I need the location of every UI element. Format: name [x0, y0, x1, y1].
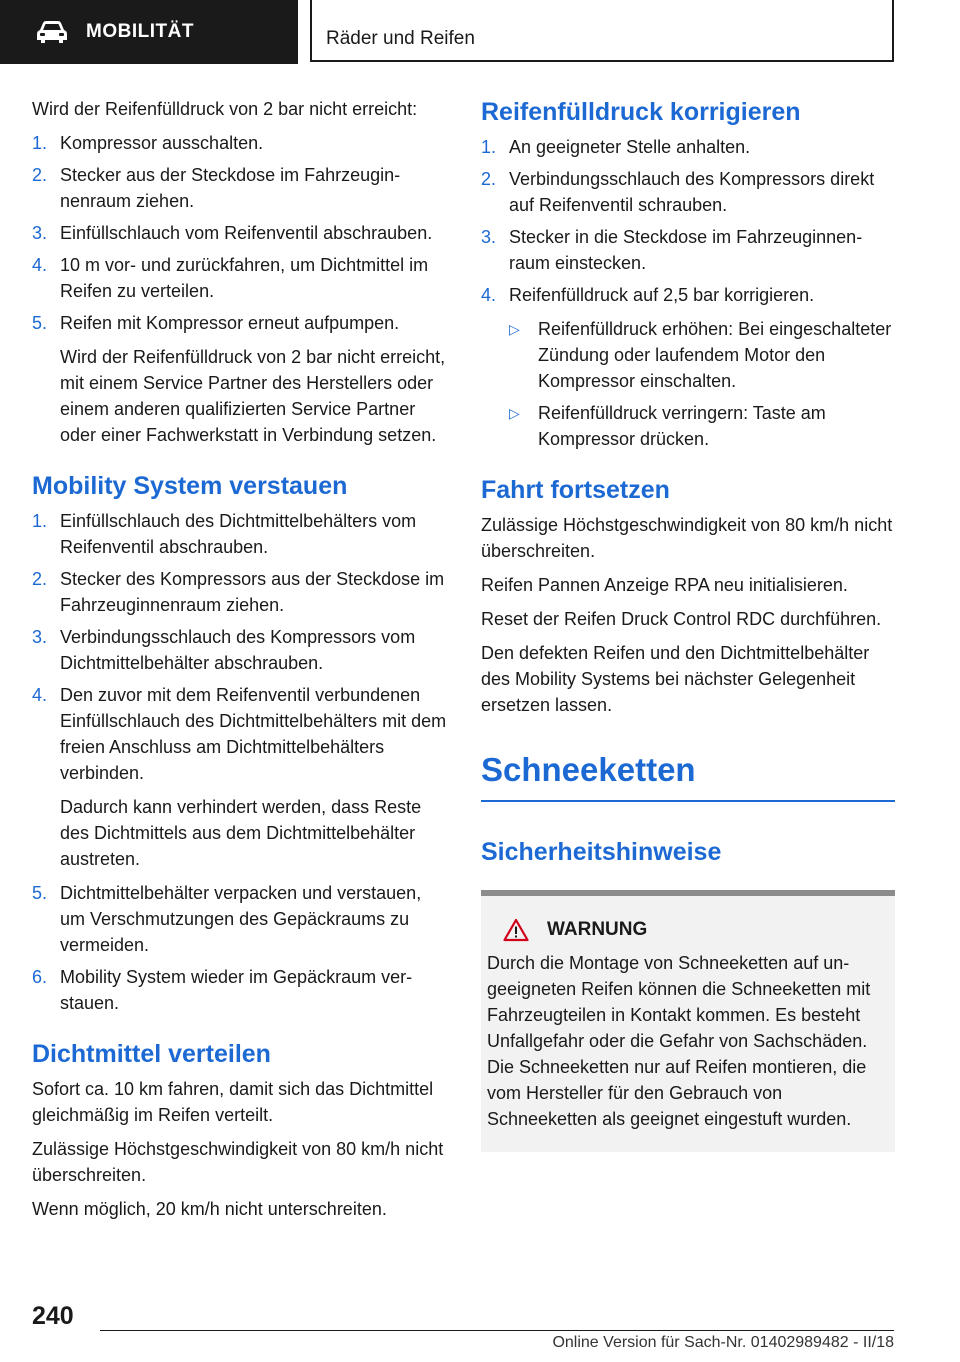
step-text: Dichtmittelbehälter verpacken und verstauen, um Verschmutzungen des Gepäckraums zu vermeiden. [60, 883, 422, 955]
step-number: 3. [481, 227, 497, 247]
step-text: Stecker in die Steckdose im Fahrzeuginnenraum einstecken. [509, 227, 863, 273]
correct-list [481, 134, 895, 308]
paragraph: Reifen Pannen Anzeige RPA neu initialisieren. [481, 575, 848, 595]
warning-title [487, 918, 889, 942]
paragraph: Sofort ca. 10 km fahren, damit sich das Dichtmittel gleichmäßig im Reifen verteilt. [32, 1079, 434, 1125]
list-item [32, 624, 448, 676]
step-text: Verbindungsschlauch des Kompressors vom Dichtmittelbehälter abschrauben. [60, 627, 416, 673]
intro-text: Wird der Reifenfülldruck von 2 bar nicht erreicht: [32, 99, 418, 119]
list-item [481, 282, 895, 308]
footer-rule [100, 1330, 894, 1331]
paragraph: Reset der Reifen Druck Control RDC durchführen. [481, 609, 882, 629]
warning-triangle-icon [503, 918, 529, 942]
stow-list-continued [32, 880, 448, 1016]
page-footer [0, 1290, 960, 1362]
section-tab [0, 0, 298, 64]
heading-snow-chains: Schneeketten [481, 751, 696, 788]
paragraph: Wenn möglich, 20 km/h nicht unterschreiten. [32, 1199, 387, 1219]
list-item [481, 224, 895, 276]
list-item [32, 162, 448, 214]
heading-spread: Dichtmittel verteilen [32, 1040, 271, 1068]
list-item [32, 682, 448, 786]
step-text: Reifenfülldruck auf 2,5 bar korrigieren. [509, 285, 815, 305]
heading-continue: Fahrt fortsetzen [481, 476, 670, 504]
list-item [32, 566, 448, 618]
step-number: 3. [32, 223, 48, 243]
warning-text: Durch die Montage von Schneeketten auf ungeeigneten Reifen können die Schneeketten mit Fahrzeugteilen in Kontakt kommen. Es besteht Unfallgefahr oder die Gefahr von Sachschäden. Die Schneeketten nur auf Reifen montieren, die vom Hersteller für den Gebrauch von Schneeketten als geeignet eingestuft wurden. [487, 953, 871, 1129]
step-text: Kompressor ausschalten. [60, 133, 264, 153]
list-item [481, 134, 895, 160]
step-number: 1. [32, 511, 48, 531]
step-number: 2. [481, 169, 497, 189]
warning-label: WARNUNG [547, 919, 648, 940]
step-number: 4. [32, 255, 48, 275]
stow-list [32, 508, 448, 786]
paragraph: Den defekten Reifen und den Dichtmittelbehälter des Mobility Systems bei nächster Gelegenheit ersetzen lassen. [481, 643, 870, 715]
heading-safety: Sicherheitshinweise [481, 838, 722, 866]
section-title: MOBILITÄT [86, 21, 194, 42]
page-header [0, 0, 960, 66]
list-item [32, 964, 448, 1016]
list-item [509, 316, 895, 394]
step-number: 2. [32, 569, 48, 589]
step-text: An geeigneter Stelle anhalten. [509, 137, 751, 157]
step-text: Stecker aus der Steckdose im Fahrzeuginnenraum ziehen. [60, 165, 401, 211]
left-column [32, 96, 448, 1230]
list-item [32, 220, 448, 246]
triangle-bullet-icon: ▷ [509, 405, 520, 421]
version-text: Online Version für Sach-Nr. 01402989482 - II/18 [552, 1334, 894, 1351]
step-number: 5. [32, 313, 48, 333]
heading-stow: Mobility System verstauen [32, 472, 348, 500]
heading-rule [481, 800, 895, 802]
step-number: 6. [32, 967, 48, 987]
step-text: Verbindungsschlauch des Kompressors direkt auf Reifenventil schrauben. [509, 169, 875, 215]
warning-box [481, 890, 895, 1152]
step-number: 5. [32, 883, 48, 903]
list-item [481, 166, 895, 218]
step-text: Einfüllschlauch des Dichtmittelbehälters vom Reifenventil abschrauben. [60, 511, 417, 557]
step-number: 4. [32, 685, 48, 705]
list-item [509, 400, 895, 452]
sub-list [509, 316, 895, 452]
step-text: Reifen mit Kompressor erneut aufpumpen. [60, 313, 400, 333]
sub-text: Reifenfülldruck erhöhen: Bei eingeschalteter Zündung oder laufendem Motor den Kompressor einschalten. [538, 319, 892, 391]
car-icon [34, 18, 70, 46]
steps-list [32, 130, 448, 336]
sub-text: Reifenfülldruck verringern: Taste am Kompressor drücken. [538, 403, 826, 449]
step-text: Mobility System wieder im Gepäckraum verstauen. [60, 967, 413, 1013]
step-number: 4. [481, 285, 497, 305]
step-number: 1. [32, 133, 48, 153]
list-item [32, 130, 448, 156]
heading-correct: Reifenfülldruck korrigieren [481, 98, 801, 126]
page-number: 240 [32, 1302, 74, 1330]
list-item [32, 310, 448, 336]
step-number: 1. [481, 137, 497, 157]
step-text: Den zuvor mit dem Reifenventil verbundenen Einfüllschlauch des Dichtmittelbehälters mit dem freien Anschluss am Dichtmittelbehälters verbinden. [60, 685, 447, 783]
step-note: Wird der Reifenfülldruck von 2 bar nicht erreicht, mit einem Service Partner des Herstellers oder einem anderen qualifizierten Service Partner oder einer Fachwerkstatt in Verbindung setzen. [60, 347, 446, 445]
paragraph: Zulässige Höchstgeschwindigkeit von 80 km/h nicht überschreiten. [481, 515, 893, 561]
list-item [32, 508, 448, 560]
step-note: Dadurch kann verhindert werden, dass Reste des Dichtmittels aus dem Dichtmittelbehälter austreten. [60, 797, 422, 869]
list-item [32, 880, 448, 958]
paragraph: Zulässige Höchstgeschwindigkeit von 80 km/h nicht überschreiten. [32, 1139, 444, 1185]
step-text: Einfüllschlauch vom Reifenventil abschrauben. [60, 223, 433, 243]
triangle-bullet-icon: ▷ [509, 321, 520, 337]
step-number: 2. [32, 165, 48, 185]
list-item [32, 252, 448, 304]
step-number: 3. [32, 627, 48, 647]
chapter-box [310, 0, 894, 62]
right-column [481, 96, 895, 1152]
step-text: Stecker des Kompressors aus der Steckdose im Fahrzeuginnenraum ziehen. [60, 569, 445, 615]
chapter-title: Räder und Reifen [326, 28, 475, 49]
step-text: 10 m vor- und zurückfahren, um Dichtmittel im Reifen zu verteilen. [60, 255, 429, 301]
